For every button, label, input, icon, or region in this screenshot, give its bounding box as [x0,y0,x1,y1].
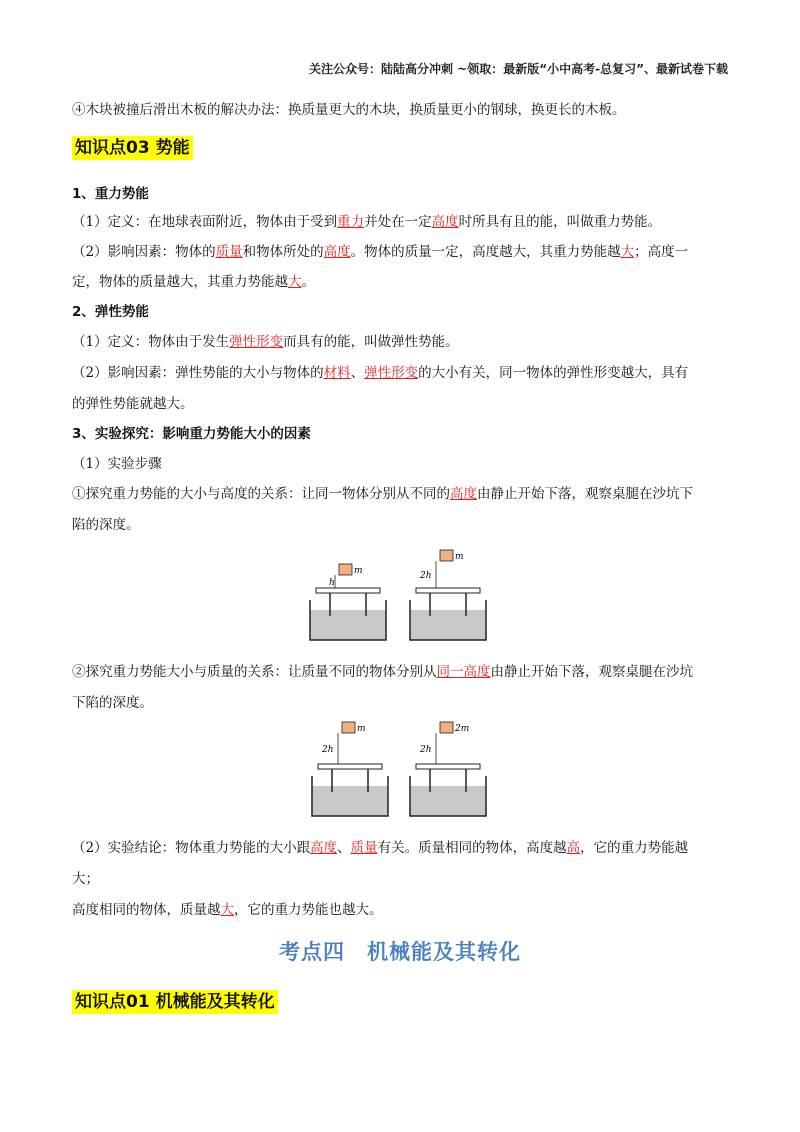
s3-conclusion-2: 高度相同的物体，质量越大，它的重力势能也越大。 [72,902,383,918]
s3-step2: ②探究重力势能大小与质量的关系：让质量不同的物体分别从同一高度由静止开始下落，观察桌腿在沙坑 [72,664,693,680]
block-left [339,564,352,575]
apparatus-right [410,722,486,816]
block-right [440,550,453,561]
apparatus-right [410,550,486,640]
mass-label: 2m [455,724,470,734]
height-label: 2h [322,745,334,755]
kp01-heading: 知识点01 机械能及其转化 [72,990,278,1014]
figure-mass-experiment [304,718,490,818]
kp03-heading: 知识点03 势能 [72,136,193,160]
s1-title: 1、重力势能 [72,186,149,202]
s1-factors: （2）影响因素：物体的质量和物体所处的高度。物体的质量一定，高度越大，其重力势能越大；高度一 [72,244,689,260]
height-label: 2h [420,571,432,581]
s3-steps: （1）实验步骤 [72,456,162,472]
block-left [342,722,355,733]
s3-step2-cont: 下陷的深度。 [72,695,153,711]
mass-label: m [455,552,464,562]
s3-step1-cont: 陷的深度。 [72,517,140,533]
s2-definition: （1）定义：物体由于发生弹性形变而具有的能，叫做弹性势能。 [72,334,459,350]
chapter-title: 考点四 机械能及其转化 [279,940,521,964]
mass-label: m [354,566,363,576]
s2-factors-cont: 的弹性势能就越大。 [72,396,194,412]
s3-conclusion: （2）实验结论：物体重力势能的大小跟高度、质量有关。质量相同的物体，高度越高，它的重力势能越 [72,840,689,856]
s2-factors: （2）影响因素：弹性势能的大小与物体的材料、弹性形变的大小有关，同一物体的弹性形变越大，具有 [72,365,689,381]
s1-definition: （1）定义：在地球表面附近，物体由于受到重力并处在一定高度时所具有且的能，叫做重力势能。 [72,214,662,230]
mass-label: m [357,724,366,734]
apparatus-left [310,564,386,640]
height-label: 2h [420,745,432,755]
height-label: h [329,578,335,588]
figure-height-experiment [300,548,490,642]
apparatus-left [312,722,388,816]
s2-title: 2、弹性势能 [72,304,149,320]
block-right [440,722,453,733]
s3-title: 3、实验探究：影响重力势能大小的因素 [72,426,311,442]
s3-conclusion-cont: 大； [72,871,99,887]
intro-line: ④木块被撞后滑出木板的解决办法：换质量更大的木块，换质量更小的钢球，换更长的木板。 [72,102,626,118]
s1-factors-cont: 定，物体的质量越大，其重力势能越大。 [72,274,315,290]
s3-step1: ①探究重力势能的大小与高度的关系：让同一物体分别从不同的高度由静止开始下落，观察桌腿在沙坑下 [72,486,693,502]
page-header: 关注公众号：陆陆高分冲刺 ~领取：最新版“小中高考-总复习”、最新试卷下载 [309,62,728,76]
